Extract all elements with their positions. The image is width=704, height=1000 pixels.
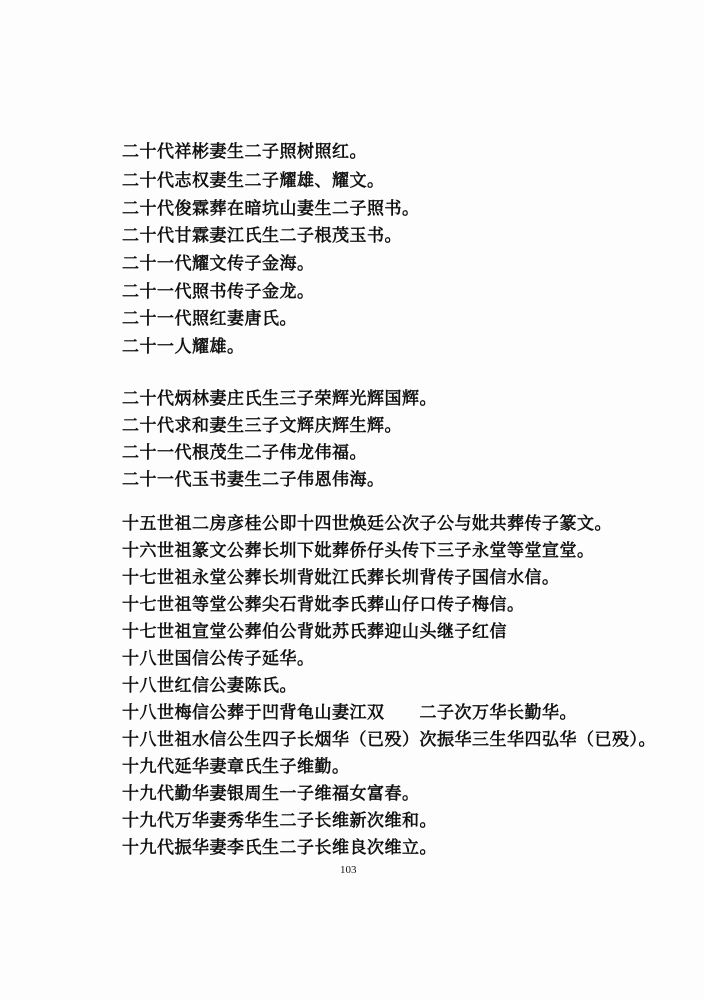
- genealogy-line: 二十代俊霖葬在暗坑山妻生二子照书。: [122, 199, 420, 219]
- genealogy-line: 二十一代照红妻唐氏。: [122, 309, 297, 329]
- genealogy-line: 十七世祖永堂公葬长圳背妣江氏葬长圳背传子国信水信。: [122, 568, 560, 588]
- genealogy-line: 二十代祥彬妻生二子照树照红。: [122, 142, 367, 162]
- genealogy-line: 十七世祖等堂公葬尖石背妣李氏葬山仔口传子梅信。: [122, 595, 525, 615]
- genealogy-line: 十八世梅信公葬于凹背龟山妻江双 二子次万华长勤华。: [122, 703, 577, 723]
- genealogy-line: 二十代炳林妻庄氏生三子荣辉光辉国辉。: [122, 389, 437, 409]
- genealogy-line: 十八世国信公传子延华。: [122, 649, 315, 669]
- genealogy-line: 十九代勤华妻银周生一子维福女富春。: [122, 784, 420, 804]
- genealogy-line: 十七世祖宣堂公葬伯公背妣苏氏葬迎山头继子红信: [122, 622, 507, 642]
- genealogy-line: 十九代延华妻章氏生子维勤。: [122, 757, 350, 777]
- page-number: 103: [340, 864, 357, 876]
- genealogy-line: 十八世红信公妻陈氏。: [122, 676, 297, 696]
- genealogy-line: 十九代万华妻秀华生二子长维新次维和。: [122, 811, 437, 831]
- genealogy-line: 十五世祖二房彦桂公即十四世焕廷公次子公与妣共葬传子篆文。: [122, 514, 612, 534]
- genealogy-line: 二十代求和妻生三子文辉庆辉生辉。: [122, 416, 402, 436]
- genealogy-line: 二十代志权妻生二子耀雄、耀文。: [122, 171, 385, 191]
- genealogy-line: 二十一代根茂生二子伟龙伟福。: [122, 443, 367, 463]
- genealogy-line: 十六世祖篆文公葬长圳下妣葬侨仔头传下三子永堂等堂宣堂。: [122, 541, 595, 561]
- genealogy-line: 二十一代玉书妻生二子伟恩伟海。: [122, 470, 385, 490]
- genealogy-line: 十八世祖水信公生四子长烟华（已殁）次振华三生华四弘华（已殁）。: [122, 730, 656, 750]
- genealogy-line: 二十一代耀文传子金海。: [122, 254, 315, 274]
- genealogy-line: 二十一人耀雄。: [122, 337, 245, 357]
- genealogy-line: 二十代甘霖妻江氏生二子根茂玉书。: [122, 226, 402, 246]
- genealogy-line: 二十一代照书传子金龙。: [122, 282, 315, 302]
- genealogy-line: 十九代振华妻李氏生二子长维良次维立。: [122, 838, 437, 858]
